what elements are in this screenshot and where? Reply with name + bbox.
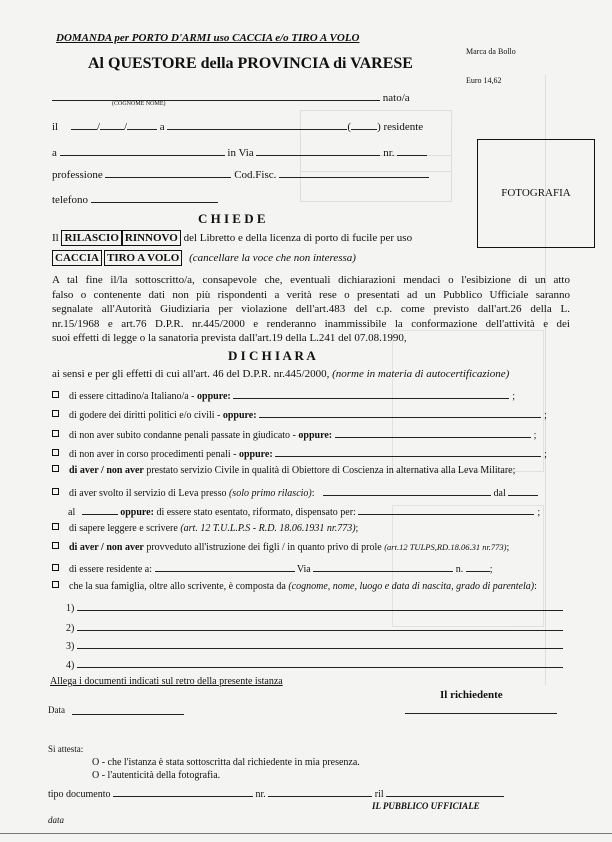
slash: / xyxy=(96,121,100,133)
item-field[interactable] xyxy=(233,388,509,399)
phone-field[interactable] xyxy=(91,192,218,203)
request-text: del Libretto e della licenza di porto di fucile per uso xyxy=(183,232,413,244)
nr-label: nr. xyxy=(383,147,395,159)
checkbox[interactable] xyxy=(52,430,59,437)
residente-label: ) residente xyxy=(377,121,424,133)
item-text: di essere stato esentato, riformato, dispensato per: xyxy=(153,507,356,518)
item-text: di godere dei diritti politici e/o civili - xyxy=(69,410,223,421)
family-field[interactable] xyxy=(77,657,563,668)
family-line xyxy=(66,657,563,671)
family-number: 2) xyxy=(66,623,75,634)
item-end: ; xyxy=(544,449,547,460)
family-line xyxy=(66,600,563,614)
tiro-option[interactable]: TIRO A VOLO xyxy=(104,250,182,266)
pubblico-ufficiale: IL PUBBLICO UFFICIALE xyxy=(372,801,480,811)
stamp-value: Euro 14,62 xyxy=(466,76,502,85)
item-bold: oppure: xyxy=(197,391,231,402)
rilascio-option[interactable]: RILASCIO xyxy=(61,230,121,246)
item-text: provveduto all'istruzione dei figli / in quanto privo di prole xyxy=(143,542,385,553)
profession-field[interactable] xyxy=(105,167,231,178)
family-field[interactable] xyxy=(77,620,563,631)
item-text: di non aver subito condanne penali passate in giudicato - xyxy=(69,430,299,441)
item-text: di essere cittadino/a Italiano/a - xyxy=(69,391,198,402)
item-note: (cognome, nome, luogo e data di nascita, grado di parentela) xyxy=(288,581,535,592)
item-bold: oppure: xyxy=(120,507,154,518)
allega-note: Allega i documenti indicati sul retro della presente istanza xyxy=(50,676,283,687)
form-title: DOMANDA per PORTO D'ARMI uso CACCIA e/o TIRO A VOLO xyxy=(56,32,360,44)
document-type-field[interactable] xyxy=(113,786,253,797)
tax-code-field[interactable] xyxy=(279,167,429,178)
paragraph-line: suoi effetti di legge o la sanatoria prevista dall'art.19 della L.241 del 07.08.1990, xyxy=(52,332,407,344)
item-bold: di aver / non aver xyxy=(69,542,144,553)
a-label: a xyxy=(159,121,165,133)
item-end: ; xyxy=(506,542,510,553)
item-text: di non aver in corso procedimenti penali - xyxy=(69,449,239,460)
birth-day-field[interactable] xyxy=(71,119,97,130)
family-field[interactable] xyxy=(77,600,563,611)
item-field[interactable] xyxy=(335,427,531,438)
paragraph-line: falso o contenente dati non più rispondenti a verità rese o presentati ad un Pubblico Ufficiale saranno xyxy=(52,288,570,301)
stamp-label: Marca da Bollo xyxy=(466,47,516,56)
si-attesta: Si attesta: xyxy=(48,744,84,754)
via-label: in Via xyxy=(227,147,254,159)
telefono-label: telefono xyxy=(52,194,89,206)
attesta-line-2: O - l'autenticità della fotografia. xyxy=(92,770,221,781)
declaration-item xyxy=(52,388,515,402)
chiede-heading: C H I E D E xyxy=(198,211,266,226)
addressee: Al QUESTORE della PROVINCIA di VARESE xyxy=(88,55,413,72)
nr-label: nr. xyxy=(255,789,266,800)
via-label: Via xyxy=(296,564,311,575)
al-label: al xyxy=(68,507,76,518)
bottom-rule xyxy=(0,833,612,834)
declaration-item xyxy=(52,465,515,476)
checkbox[interactable] xyxy=(52,391,59,398)
province-field[interactable] xyxy=(351,119,377,130)
item-end: ; xyxy=(537,507,541,518)
item-end: ; xyxy=(533,430,537,441)
use-row xyxy=(52,250,356,266)
item-note: (art. 12 T.U.L.P.S - R.D. 18.06.1931 nr.773) xyxy=(180,523,356,534)
il-label: il xyxy=(52,121,59,133)
document-number-field[interactable] xyxy=(268,786,372,797)
nato-label: nato/a xyxy=(382,92,410,104)
item-text: prestato servizio Civile in qualità di Obiettore di Coscienza in alternativa alla Leva Militare; xyxy=(143,465,516,476)
request-row xyxy=(52,230,412,246)
dichiara-heading: D I C H I A R A xyxy=(228,348,316,363)
item-end: ; xyxy=(512,391,516,402)
al-field[interactable] xyxy=(82,504,118,515)
leva-field[interactable] xyxy=(323,485,491,496)
street-field[interactable] xyxy=(256,145,380,156)
dichiara-intro-text: ai sensi e per gli effetti di cui all'art. 46 del D.P.R. nr.445/2000, xyxy=(52,368,330,380)
item-text: di sapere leggere e scrivere xyxy=(69,523,181,534)
ril-label: ril xyxy=(374,789,384,800)
issued-by-field[interactable] xyxy=(386,786,504,797)
item-end: ; xyxy=(544,410,547,421)
paragraph-line: A tal fine il/la sottoscritto/a, consapevole che, eventuali dichiarazioni mendaci o l'esibizione di un atto xyxy=(52,274,570,286)
declaration-item xyxy=(52,446,547,460)
paragraph-line: nr.15/1968 e art.76 D.P.R. nr.445/2000 e renderanno inammissibile la conformazione dell'attività e dei xyxy=(52,317,570,330)
tipo-documento-label: tipo documento xyxy=(48,789,111,800)
rinnovo-option[interactable]: RINNOVO xyxy=(122,230,181,246)
checkbox[interactable] xyxy=(52,523,59,530)
item-note: (solo primo rilascio) xyxy=(228,488,312,499)
n-label: n. xyxy=(455,564,464,575)
declaration-item xyxy=(52,523,358,534)
cognome-nome-caption: (COGNOME NOME) xyxy=(112,101,166,107)
photo-label: FOTOGRAFIA xyxy=(501,187,571,199)
item-text: di essere residente a: xyxy=(69,564,153,575)
data-bottom: data xyxy=(48,815,65,825)
document-row xyxy=(48,786,504,800)
warning-paragraph xyxy=(52,273,570,346)
checkbox[interactable] xyxy=(52,564,59,571)
slash: / xyxy=(123,121,127,133)
declaration-item xyxy=(52,561,492,575)
checkbox[interactable] xyxy=(52,410,59,417)
name-field[interactable] xyxy=(52,90,380,101)
family-number: 1) xyxy=(66,603,75,614)
birth-year-field[interactable] xyxy=(127,119,157,130)
item-text: che la sua famiglia, oltre allo scrivente, è composta da xyxy=(69,581,289,592)
declaration-item xyxy=(52,485,538,499)
dal-field[interactable] xyxy=(508,485,538,496)
item-end: ; xyxy=(489,564,493,575)
birth-place-field[interactable] xyxy=(167,119,347,130)
family-line xyxy=(66,620,563,634)
paragraph-line: segnalate all'Autorità Giudiziaria per violazione dell'art.483 del c.p. come previsto dall'art.26 della L. xyxy=(52,303,570,315)
item-field[interactable] xyxy=(358,504,534,515)
family-line xyxy=(66,638,563,652)
item-note: (art.12 TULPS,RD.18.06.31 nr.773) xyxy=(384,542,507,552)
checkbox[interactable] xyxy=(52,581,59,588)
attesta-line-1: O - che l'istanza è stata sottoscritta dal richiedente in mia presenza. xyxy=(92,757,360,768)
family-number: 3) xyxy=(66,641,75,652)
city-field[interactable] xyxy=(60,145,225,156)
item-bold: oppure: xyxy=(222,410,257,421)
date-field[interactable] xyxy=(72,714,184,715)
richiedente-label: Il richiedente xyxy=(440,689,503,701)
checkbox[interactable] xyxy=(52,488,59,495)
checkbox[interactable] xyxy=(52,449,59,456)
residence-number-field[interactable] xyxy=(466,561,490,572)
photo-box xyxy=(477,139,595,248)
address-row xyxy=(52,145,427,159)
dal-label: dal xyxy=(493,488,506,499)
birth-row: il / / a ( ) residente xyxy=(52,121,424,133)
item-text: di aver svolto il servizio di Leva presso xyxy=(69,488,229,499)
a-label: a xyxy=(52,147,57,159)
declaration-item xyxy=(52,542,509,553)
item-bold: oppure: xyxy=(238,449,273,460)
item-end: : xyxy=(311,488,315,499)
dichiara-intro xyxy=(52,368,509,380)
checkbox[interactable] xyxy=(52,465,59,472)
house-number-field[interactable] xyxy=(397,145,427,156)
checkbox[interactable] xyxy=(52,542,59,549)
birth-month-field[interactable] xyxy=(100,119,124,130)
declaration-item xyxy=(52,427,536,441)
declaration-item xyxy=(52,581,537,592)
item-end: ; xyxy=(355,523,359,534)
professione-label: professione xyxy=(52,169,103,181)
profession-row xyxy=(52,167,429,181)
phone-row xyxy=(52,192,218,206)
signature-field[interactable] xyxy=(405,713,557,714)
cancel-note: (cancellare la voce che non interessa) xyxy=(189,252,356,264)
codfisc-label: Cod.Fisc. xyxy=(234,169,277,181)
item-end: : xyxy=(534,581,537,592)
residence-street-field[interactable] xyxy=(313,561,453,572)
caccia-option[interactable]: CACCIA xyxy=(52,250,102,266)
name-row xyxy=(52,90,410,104)
item-bold: oppure: xyxy=(298,430,333,441)
il-label: Il xyxy=(52,232,59,244)
residence-city-field[interactable] xyxy=(155,561,295,572)
item-bold: di aver / non aver xyxy=(69,465,144,476)
declaration-item xyxy=(52,407,547,421)
declaration-item xyxy=(68,504,540,518)
item-field[interactable] xyxy=(275,446,541,457)
dichiara-intro-note: (norme in materia di autocertificazione) xyxy=(332,368,510,380)
data-label: Data xyxy=(48,705,65,715)
item-field[interactable] xyxy=(259,407,541,418)
family-field[interactable] xyxy=(77,638,563,649)
family-number: 4) xyxy=(66,660,75,671)
